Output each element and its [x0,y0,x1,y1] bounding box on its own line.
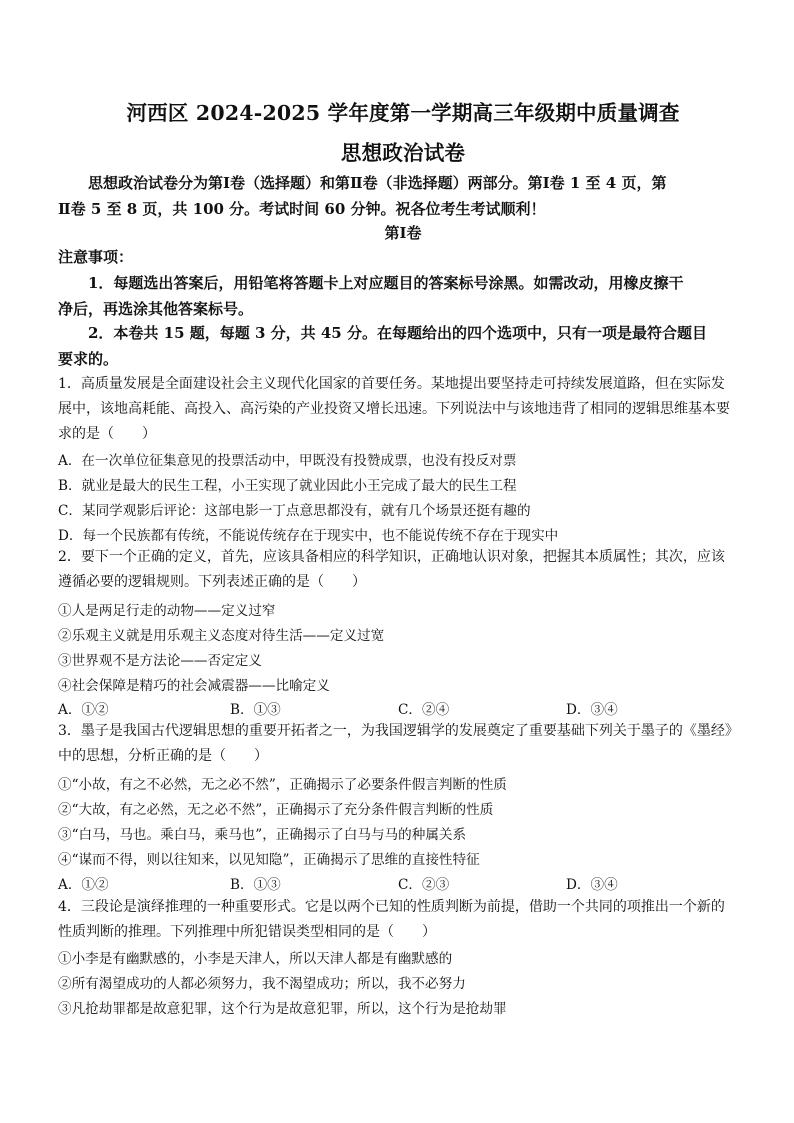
stem-line: 2．要下一个正确的定义，首先，应该具备相应的科学知识，正确地认识对象，把握其本质属性；其次，应该 [58,549,725,565]
notice-heading: 注意事项： [58,248,134,266]
notice-line: 净后，再选涂其他答案标号。 [58,300,254,318]
question-2-stem [58,545,748,595]
question-3-item-4: ④“谋而不得，则以往知来，以见知隐”，正确揭示了思维的直接性特征 [58,852,480,868]
question-1-option-d: D．每一个民族都有传统，不能说传统存在于现实中，也不能说传统不存在于现实中 [58,528,559,544]
question-2-item-2: ②乐观主义就是用乐观主义态度对待生活——定义过宽 [58,628,385,644]
notice-line: 1．每题选出答案后，用铅笔将答题卡上对应题目的答案标号涂黑。如需改动，用橡皮擦干 [88,274,684,292]
notice-item-1 [58,270,748,322]
notice-line: 要求的。 [58,350,119,368]
question-4-stem [58,895,748,945]
question-4-item-1: ①小李是有幽默感的，小李是天津人，所以天津人都是有幽默感的 [58,951,453,967]
exam-intro [58,170,748,222]
intro-line: Ⅱ卷 5 至 8 页，共 100 分。考试时间 60 分钟。祝各位考生考试顺利！ [58,200,546,218]
answer-option-b: B．①③ [230,702,281,718]
question-3-stem [58,719,748,769]
question-3-item-2: ②“大故，有之必然，无之必不然”，正确揭示了充分条件假言判断的性质 [58,802,494,818]
answer-option-d: D．③④ [566,877,618,893]
question-1-option-c: C．某同学观影后评论：这部电影一丁点意思都没有，就有几个场景还挺有趣的 [58,503,531,519]
stem-line: 展中，该地高耗能、高投入、高污染的产业投资又增长迅速。下列说法中与该地违背了相同的逻辑思维基本要 [58,401,730,417]
question-2-item-3: ③世界观不是方法论——否定定义 [58,653,262,669]
stem-line: 性质判断的推理。下列推理中所犯错误类型相同的是（ ） [58,924,436,940]
question-3-item-1: ①“小故，有之不必然，无之必不然”，正确揭示了必要条件假言判断的性质 [58,777,507,793]
stem-line: 求的是（ ） [58,426,156,442]
question-4-item-2: ②所有渴望成功的人都必须努力，我不渴望成功；所以，我不必努力 [58,976,466,992]
answer-option-a: A．①② [58,877,109,893]
question-2-item-4: ④社会保障是精巧的社会减震器——比喻定义 [58,678,330,694]
answer-option-a: A．①② [58,702,109,718]
stem-line: 3．墨子是我国古代逻辑思想的重要开拓者之一，为我国逻辑学的发展奠定了重要基础下列关于墨子的《墨经》 [58,723,739,739]
answer-option-d: D．③④ [566,702,618,718]
stem-line: 中的思想，分析正确的是（ ） [58,748,268,764]
part-title: 第Ⅰ卷 [384,224,422,242]
exam-title: 河西区 2024-2025 学年度第一学期高三年级期中质量调查 [126,101,680,125]
question-1-option-a: A．在一次单位征集意见的投票活动中，甲既没有投赞成票，也没有投反对票 [58,453,517,469]
answer-option-b: B．①③ [230,877,281,893]
question-2-item-1: ①人是两足行走的动物——定义过窄 [58,603,276,619]
answer-option-c: C．②④ [398,702,450,718]
question-1-stem [58,372,748,447]
notice-item-2 [58,320,748,372]
notice-line: 2．本卷共 15 题，每题 3 分，共 45 分。在每题给出的四个选项中，只有一项是最符合题目 [88,324,707,342]
stem-line: 遵循必要的逻辑规则。下列表述正确的是（ ） [58,574,366,590]
answer-option-c: C．②③ [398,877,450,893]
stem-line: 4．三段论是演绎推理的一种重要形式。它是以两个已知的性质判断为前提，借助一个共同的项推出一个新的 [58,899,725,915]
question-1-option-b: B．就业是最大的民生工程，小王实现了就业因此小王完成了最大的民生工程 [58,478,517,494]
exam-subtitle: 思想政治试卷 [340,141,466,165]
intro-line: 思想政治试卷分为第Ⅰ卷（选择题）和第Ⅱ卷（非选择题）两部分。第Ⅰ卷 1 至 4 页，第 [88,174,667,192]
stem-line: 1．高质量发展是全面建设社会主义现代化国家的首要任务。某地提出要坚持走可持续发展道路，但在实际发 [58,376,725,392]
question-4-item-3: ③凡抢劫罪都是故意犯罪，这个行为是故意犯罪，所以，这个行为是抢劫罪 [58,1001,507,1017]
question-3-item-3: ③“白马，马也。乘白马，乘马也”，正确揭示了白马与马的种属关系 [58,827,467,843]
